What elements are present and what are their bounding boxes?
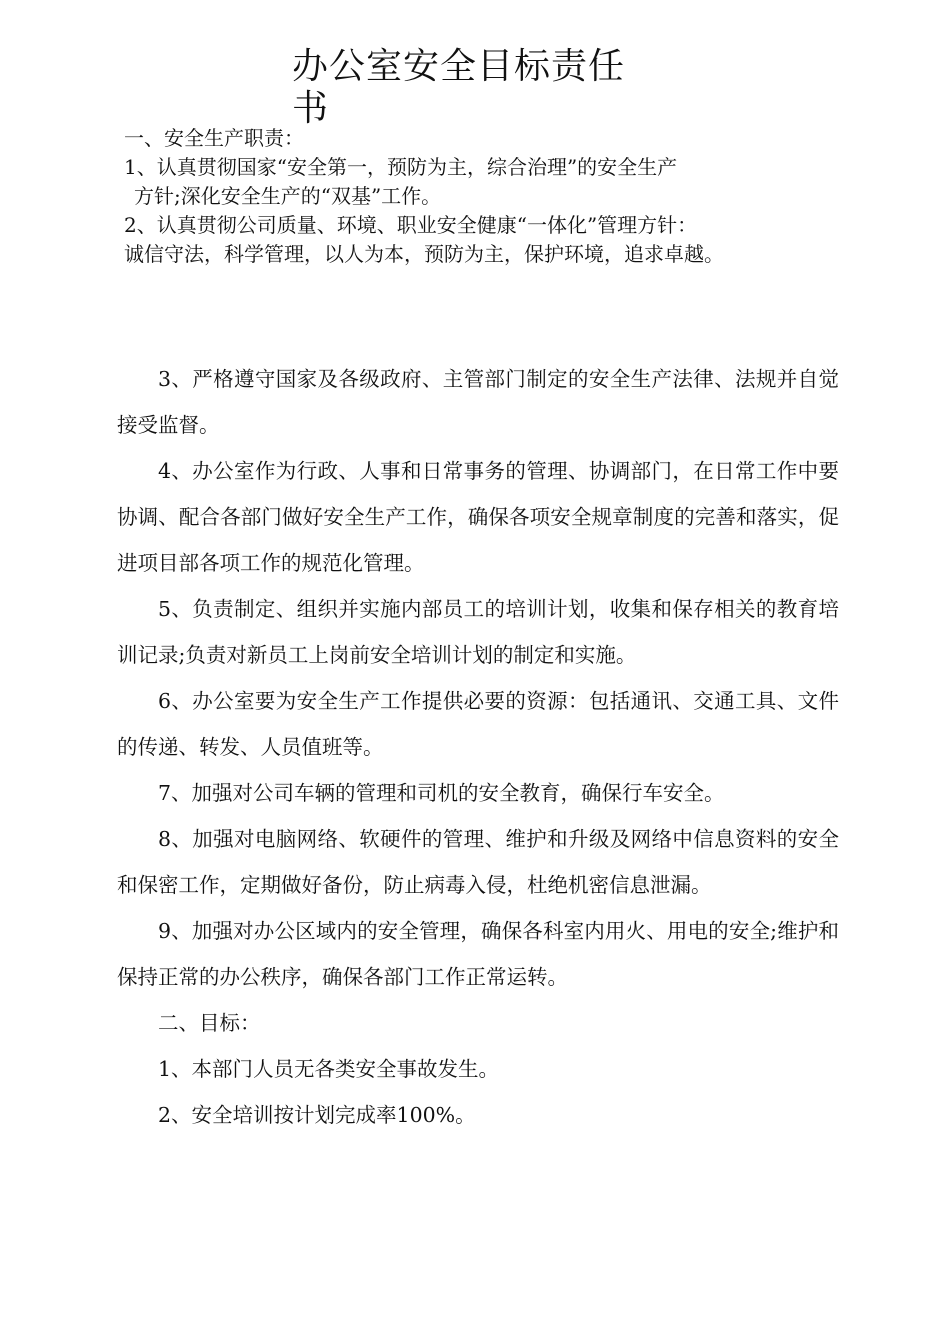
document-body: [117, 356, 839, 1138]
paragraph-item-7: 7、加强对公司车辆的管理和司机的安全教育，确保行车安全。: [158, 781, 725, 805]
item-1-line-2: 方针;深化安全生产的“双基”工作。: [134, 184, 442, 208]
item-1-line-1: 1、认真贯彻国家“安全第一，预防为主，综合治理”的安全生产: [124, 155, 678, 179]
responsibilities-intro: [124, 124, 844, 269]
goal-item-2: 2、安全培训按计划完成率100%。: [158, 1103, 476, 1127]
paragraph-item-8: 8、加强对电脑网络、软硬件的管理、维护和升级及网络中信息资料的安全和保密工作，定期做好备份，防止病毒入侵，杜绝机密信息泄漏。: [117, 827, 839, 897]
paragraph-item-3: 3、严格遵守国家及各级政府、主管部门制定的安全生产法律、法规并自觉接受监督。: [117, 367, 839, 437]
item-2-line-2: 诚信守法，科学管理，以人为本，预防为主，保护环境，追求卓越。: [124, 242, 724, 266]
paragraph-item-9: 9、加强对办公区域内的安全管理，确保各科室内用火、用电的安全;维护和保持正常的办公秩序，确保各部门工作正常运转。: [117, 919, 839, 989]
section-heading-responsibilities: 一、安全生产职责：: [124, 126, 304, 150]
goal-item-1: 1、本部门人员无各类安全事故发生。: [158, 1057, 500, 1081]
document-title: 办公室安全目标责任书: [292, 46, 626, 129]
paragraph-item-4: 4、办公室作为行政、人事和日常事务的管理、协调部门，在日常工作中要协调、配合各部门做好安全生产工作，确保各项安全规章制度的完善和落实，促进项目部各项工作的规范化管理。: [117, 459, 839, 575]
item-2-line-1: 2、认真贯彻公司质量、环境、职业安全健康“一体化”管理方针：: [124, 213, 698, 237]
paragraph-item-6: 6、办公室要为安全生产工作提供必要的资源：包括通讯、交通工具、文件的传递、转发、人员值班等。: [117, 689, 839, 759]
section-heading-goals: 二、目标：: [158, 1011, 261, 1035]
paragraph-item-5: 5、负责制定、组织并实施内部员工的培训计划，收集和保存相关的教育培训记录;负责对新员工上岗前安全培训计划的制定和实施。: [117, 597, 839, 667]
